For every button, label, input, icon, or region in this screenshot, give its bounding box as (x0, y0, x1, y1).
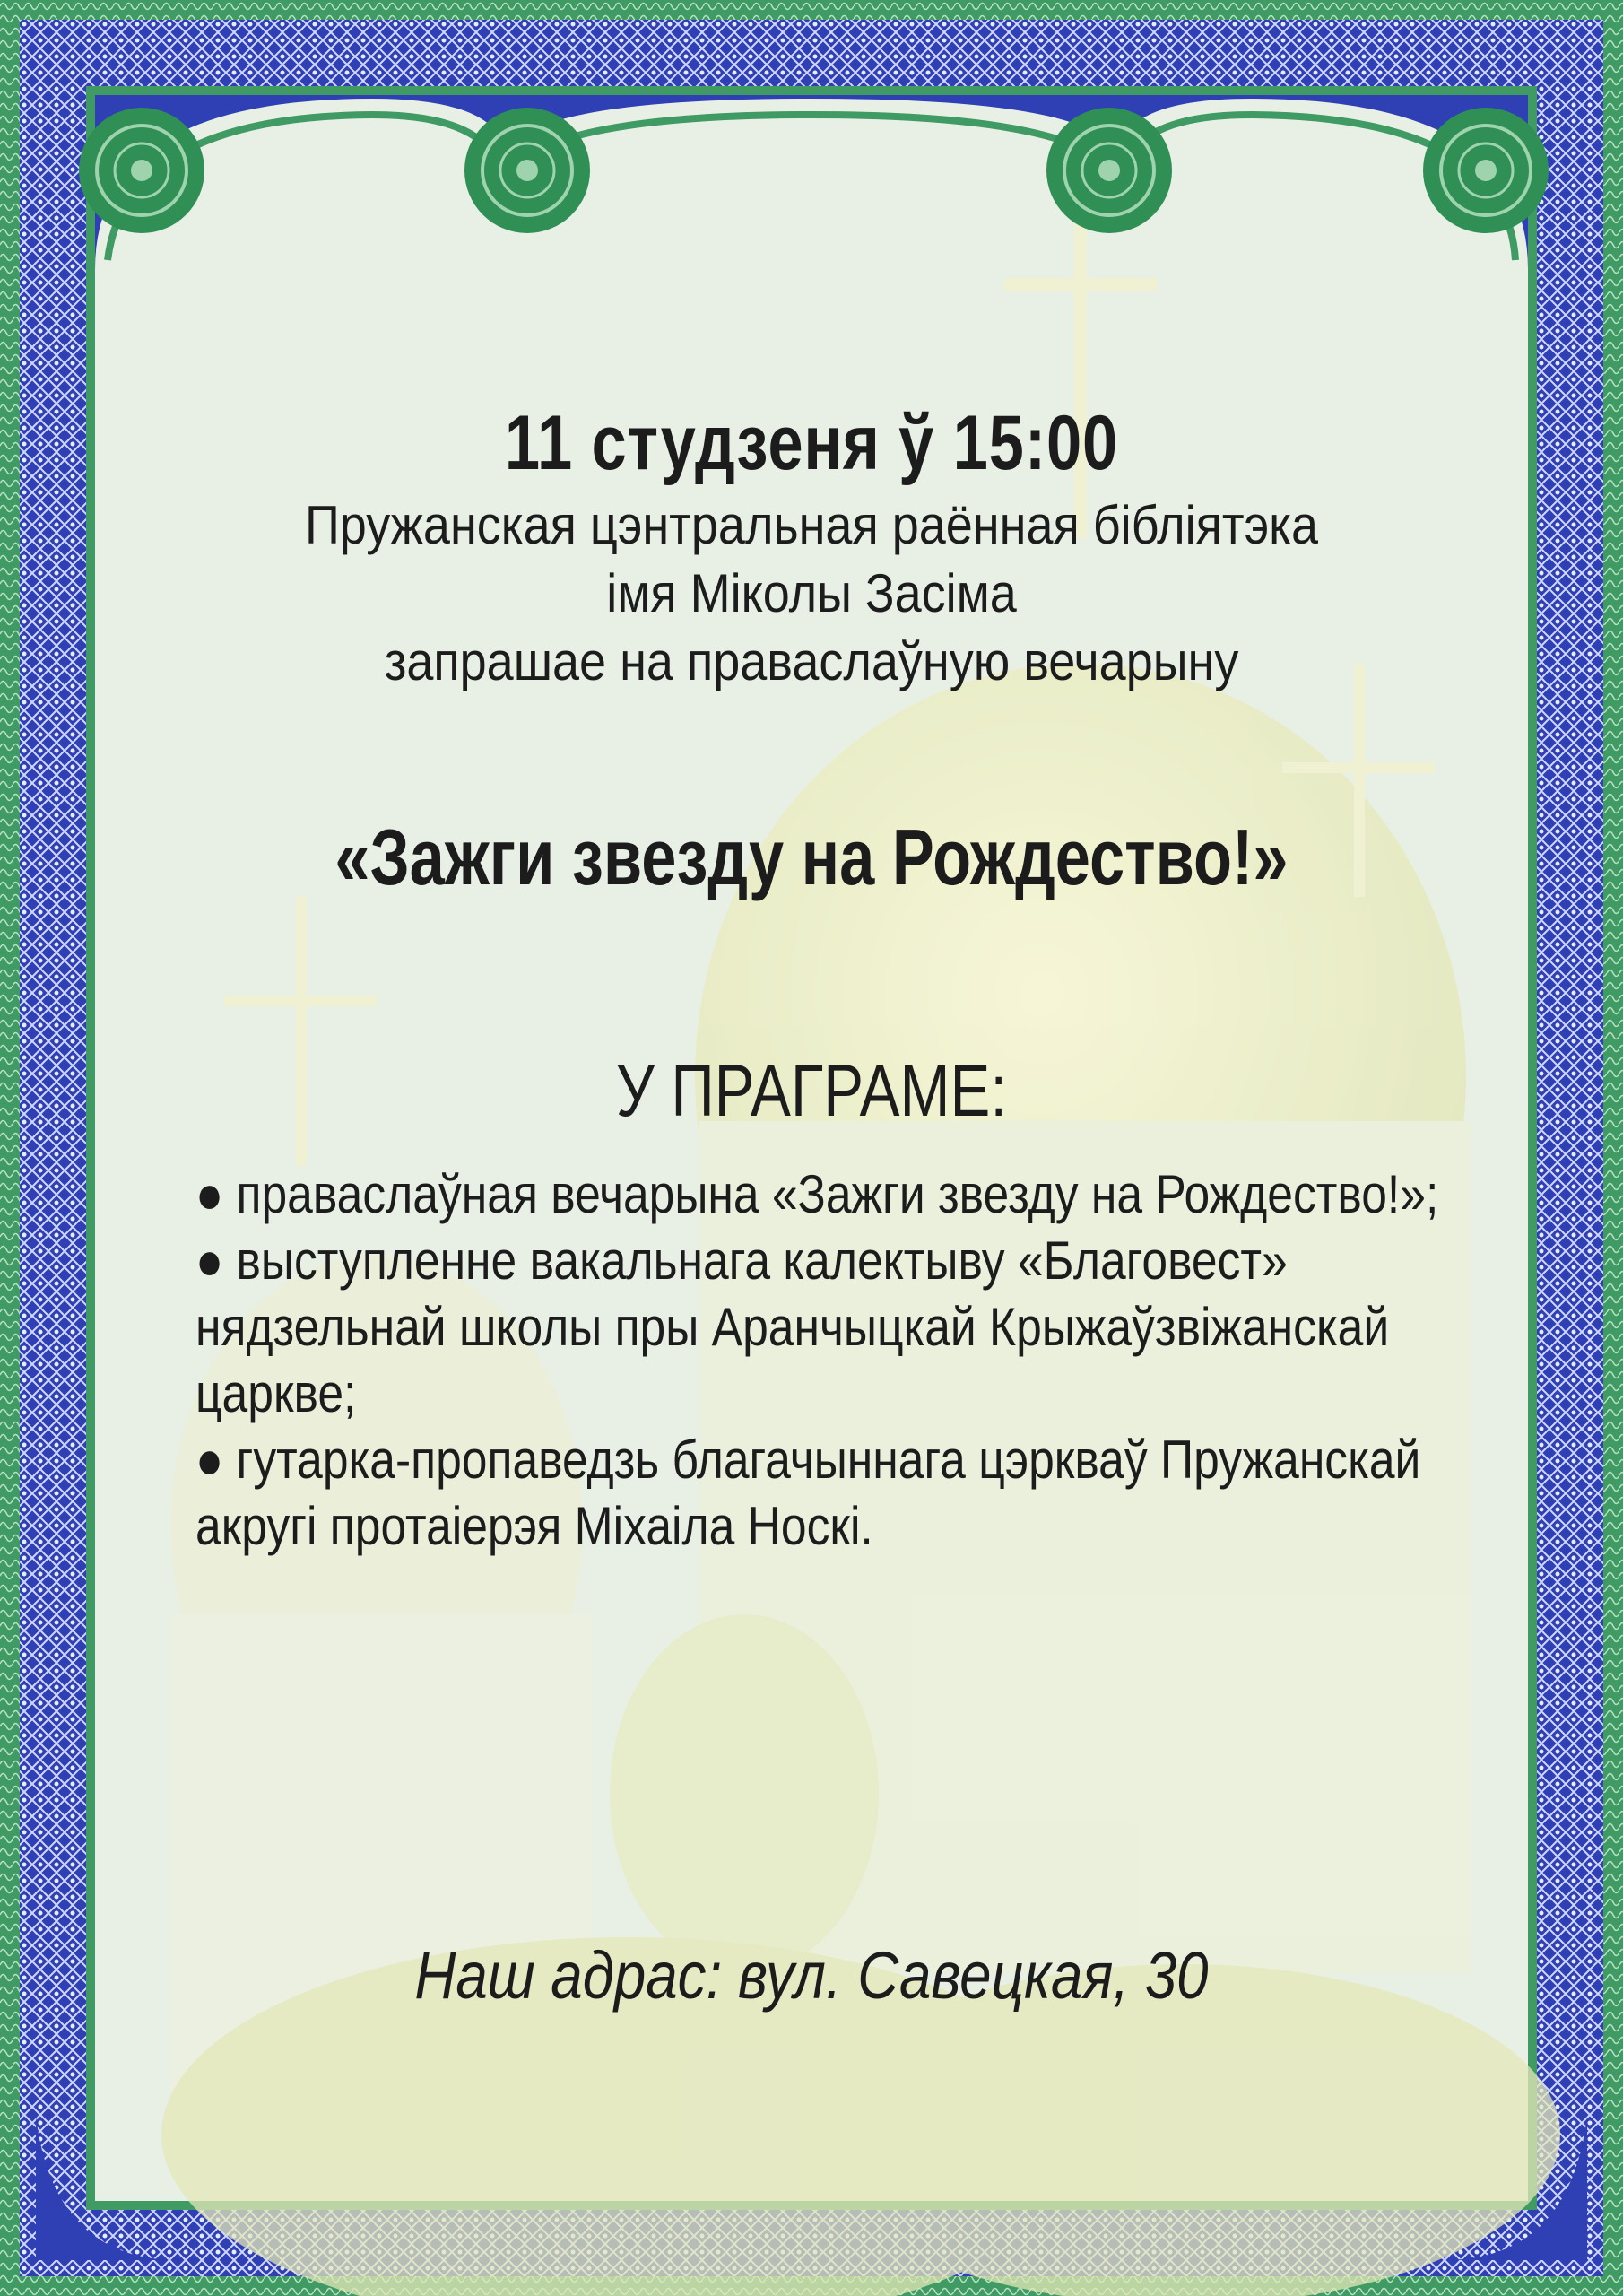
host-line-3: запрашае на праваслаўную вечарыну (384, 631, 1239, 691)
program-item-3: ● гутарка-пропаведзь благачыннага цэркваў Пружанскай акругі протаіерэя Міхаіла Носкі. (195, 1430, 1421, 1556)
rosette-2 (464, 108, 590, 233)
program-heading: У ПРАГРАМЕ: (615, 1050, 1008, 1132)
program-list (195, 1161, 1468, 1560)
event-date-time: 11 студзеня ў 15:00 (504, 400, 1119, 486)
rosette-1 (79, 108, 204, 233)
host-line-1: Пружанская цэнтральная раённая бібліятэка (304, 495, 1319, 555)
address-line: Наш адрас: вул. Савецкая, 30 (414, 1938, 1209, 2013)
program-item-2: ● выступленне вакальнага калектыву «Благовест» нядзельнай школы пры Аранчыцкай Крыжаўзвіжанскай царкве; (195, 1231, 1390, 1423)
host-line-2: імя Міколы Засіма (606, 563, 1017, 623)
rosette-4 (1423, 108, 1549, 233)
rosette-3 (1046, 108, 1172, 233)
event-title: «Зажги звезду на Рождество!» (334, 813, 1289, 901)
program-item-1: ● праваслаўная вечарына «Зажги звезду на Рождество!»; (195, 1164, 1439, 1224)
